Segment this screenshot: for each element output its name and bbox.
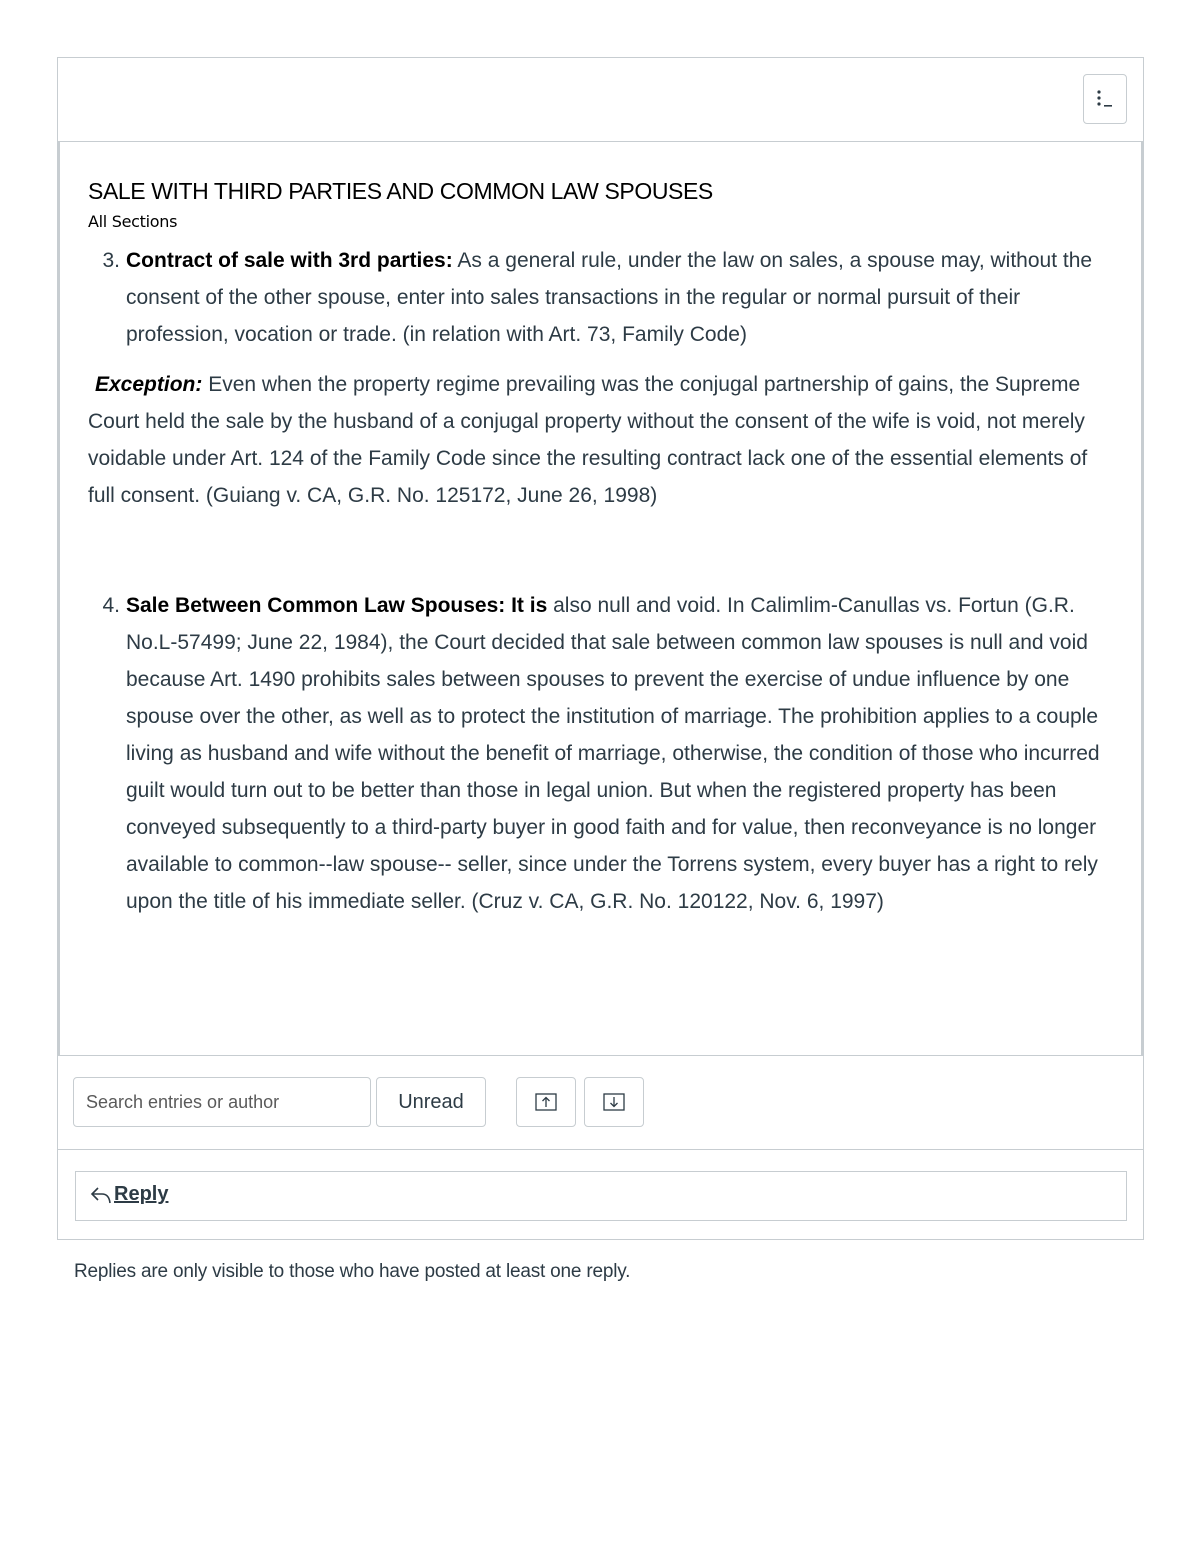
sections-label: All Sections [88,212,178,231]
list-item-3 [88,242,1113,353]
kebab-menu-icon [1094,88,1116,110]
exception-paragraph [88,366,1113,514]
list-item-4 [88,587,1113,920]
reply-arrow-icon [90,1185,112,1205]
discussion-toolbar [58,1056,1143,1150]
post-title: SALE WITH THIRD PARTIES AND COMMON LAW SPOUSES [88,178,713,204]
list-item-body [120,242,1113,353]
list-item-body [120,587,1113,920]
reply-button[interactable] [90,1183,168,1206]
item-text: As a general rule, under the law on sales, a spouse may, without the consent of the other spouse, enter into sales transactions in the regular or normal pursuit of their profession, vocation or trade. (in relation with Art. 73, Family Code) [126,249,1093,346]
expand-down-icon [602,1092,626,1112]
collapse-up-icon [534,1092,558,1112]
item-lead: Sale Between Common Law Spouses: It is [126,594,548,617]
replies-visibility-note: Replies are only visible to those who have posted at least one reply. [74,1261,631,1282]
reply-label: Reply [114,1183,169,1205]
item-lead: Contract of sale with 3rd parties: [126,249,453,272]
expand-threads-button[interactable] [584,1077,644,1127]
search-input[interactable] [73,1077,371,1127]
reply-row [75,1171,1127,1221]
item-text: also null and void. In Calimlim-Canullas vs. Fortun (G.R. No.L-57499; June 22, 1984), the Court decided that sale between common law spouses is null and void because Art. 1490 prohibits sales between spouses to prevent the exercise of undue influence by one spouse over the other, as well as to protect the institution of marriage. The prohibition applies to a couple living as husband and wife without the benefit of marriage, otherwise, the condition of those who incurred guilt would turn out to be better than those in legal union. But when the registered property has been conveyed subsequently to a third-party buyer in good faith and for value, then reconveyance is no longer available to common--law spouse-- seller, since under the Torrens system, every buyer has a right to rely upon the title of his immediate seller. (Cruz v. CA, G.R. No. 120122, Nov. 6, 1997) [126,594,1100,913]
list-number: 3. [102,249,120,272]
exception-lead: Exception: [95,373,203,396]
discussion-header [58,58,1143,142]
list-number: 4. [102,594,120,617]
exception-text: Even when the property regime prevailing was the conjugal partnership of gains, the Supreme Court held the sale by the husband of a conjugal property without the consent of the wife is void, not merely voidable under Art. 124 of the Family Code since the resulting contract lack one of the essential elements of full consent. (Guiang v. CA, G.R. No. 125172, June 26, 1998) [88,373,1088,507]
collapse-threads-button[interactable] [516,1077,576,1127]
unread-filter-button[interactable]: Unread [376,1077,486,1127]
discussion-panel [57,57,1144,1240]
options-menu-button[interactable] [1083,74,1127,124]
post-content [58,142,1143,1056]
